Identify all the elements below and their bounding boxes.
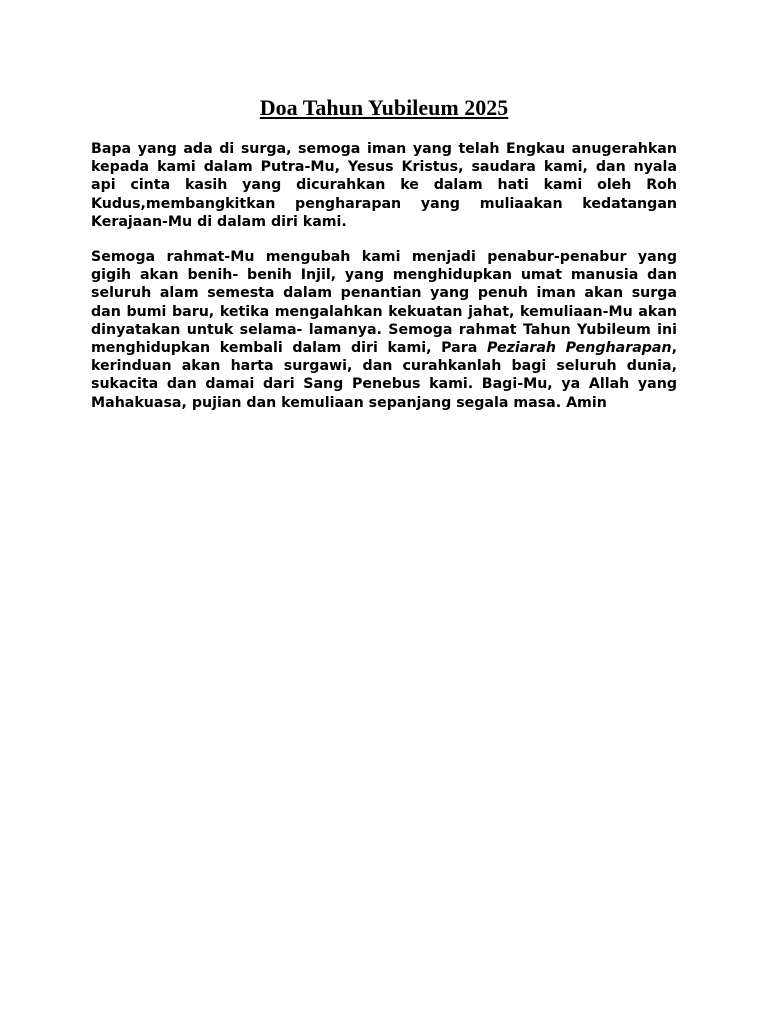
document-title: Doa Tahun Yubileum 2025 bbox=[259, 95, 509, 120]
paragraph-2 bbox=[91, 248, 677, 412]
paragraph-2-text-start: Semoga rahmat-Mu mengubah kami menjadi penabur-penabur yang gigih akan benih- benih Injil, yang menghidupkan umat manusia dan seluruh alam semesta dalam penantian yang penuh iman akan surga dan bumi baru, ketika mengalahkan kekuatan jahat, kemuliaan-Mu akan dinyatakan untuk selama- lamanya. Semoga rahmat Tahun Yubileum ini menghidupkan kembali dalam diri kami, Para bbox=[91, 249, 677, 357]
paragraph-2-italic-phrase: Peziarah Pengharapan bbox=[486, 340, 672, 357]
paragraph-1: Bapa yang ada di surga, semoga iman yang telah Engkau anugerahkan kepada kami dalam Putra-Mu, Yesus Kristus, saudara kami, dan nyala api cinta kasih yang dicurahkan ke dalam hati kami oleh Roh Kudus,membangkitkan pengharapan yang muliaakan kedatangan Kerajaan-Mu di dalam diri kami. bbox=[91, 141, 677, 230]
paragraph-2-text-end: , kerinduan akan harta surgawi, dan curahkanlah bagi seluruh dunia, sukacita dan damai dari Sang Penebus kami. Bagi-Mu, ya Allah yang Mahakuasa, pujian dan kemuliaan sepanjang segala masa. Amin bbox=[91, 340, 677, 411]
